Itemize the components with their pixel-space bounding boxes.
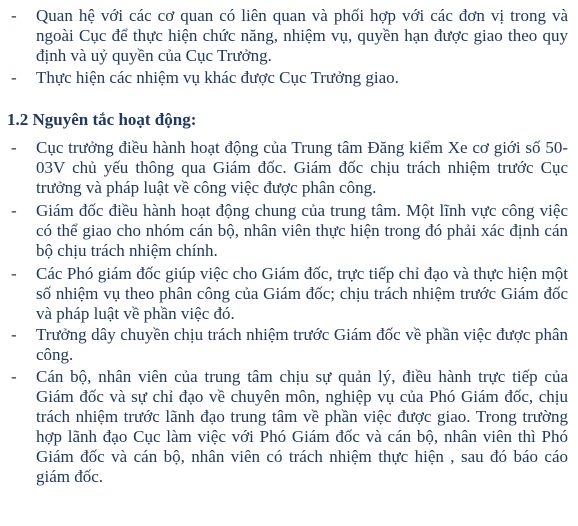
section-heading: 1.2 Nguyên tắc hoạt động: <box>7 110 197 129</box>
list-bullet: - <box>11 138 17 157</box>
list-item-text: Trưởng dây chuyền chịu trách nhiệm trước Giám đốc về phần việc được phân công. <box>36 325 568 364</box>
list-item <box>0 367 568 487</box>
list-bullet: - <box>11 68 17 87</box>
list-item <box>0 264 568 324</box>
list-item-text: Các Phó giám đốc giúp việc cho Giám đốc, trực tiếp chỉ đạo và thực hiện một số nhiệm vụ theo phân công của Giám đốc; chịu trách nhiệm trước Giám đốc và pháp luật về phần việc đó. <box>36 264 568 323</box>
list-bullet: - <box>11 6 17 25</box>
list-item-text: Quan hệ với các cơ quan có liên quan và phối hợp với các đơn vị trong và ngoài Cục để thực hiện chức năng, nhiệm vụ, quyền hạn được giao theo quy định và uỷ quyền của Cục Trưởng. <box>36 6 568 65</box>
list-item <box>0 138 568 198</box>
list-bullet: - <box>11 367 17 386</box>
list-item <box>0 68 568 88</box>
list-item-text: Giám đốc điều hành hoạt động chung của trung tâm. Một lĩnh vực công việc có thể giao cho nhóm cán bộ, nhân viên thực hiện trong đó phải xác định cán bộ chịu trách nhiệm chính. <box>36 201 568 260</box>
list-bullet: - <box>11 201 17 220</box>
list-item-text: Thực hiện các nhiệm vụ khác được Cục Trưởng giao. <box>36 68 399 87</box>
list-bullet: - <box>11 325 17 344</box>
list-item <box>0 6 568 66</box>
list-item <box>0 201 568 261</box>
list-bullet: - <box>11 264 17 283</box>
list-item-text: Cục trưởng điều hành hoạt động của Trung tâm Đăng kiểm Xe cơ giới số 50-03V chủ yếu thông qua Giám đốc. Giám đốc chịu trách nhiệm trước Cục trưởng và pháp luật về công việc được phân công. <box>36 138 568 197</box>
list-item <box>0 325 568 365</box>
list-item-text: Cán bộ, nhân viên của trung tâm chịu sự quản lý, điều hành trực tiếp của Giám đốc và sự chỉ đạo về chuyên môn, nghiệp vụ của Phó Giám đốc, chịu trách nhiệm trước lãnh đạo trung tâm về phần việc được giao. Trong trường hợp lãnh đạo Cục làm việc với Phó Giám đốc và cán bộ, nhân viên thì Phó Giám đốc và cán bộ, nhân viên có trách nhiệm thực hiện , sau đó báo cáo giám đốc. <box>36 367 568 486</box>
